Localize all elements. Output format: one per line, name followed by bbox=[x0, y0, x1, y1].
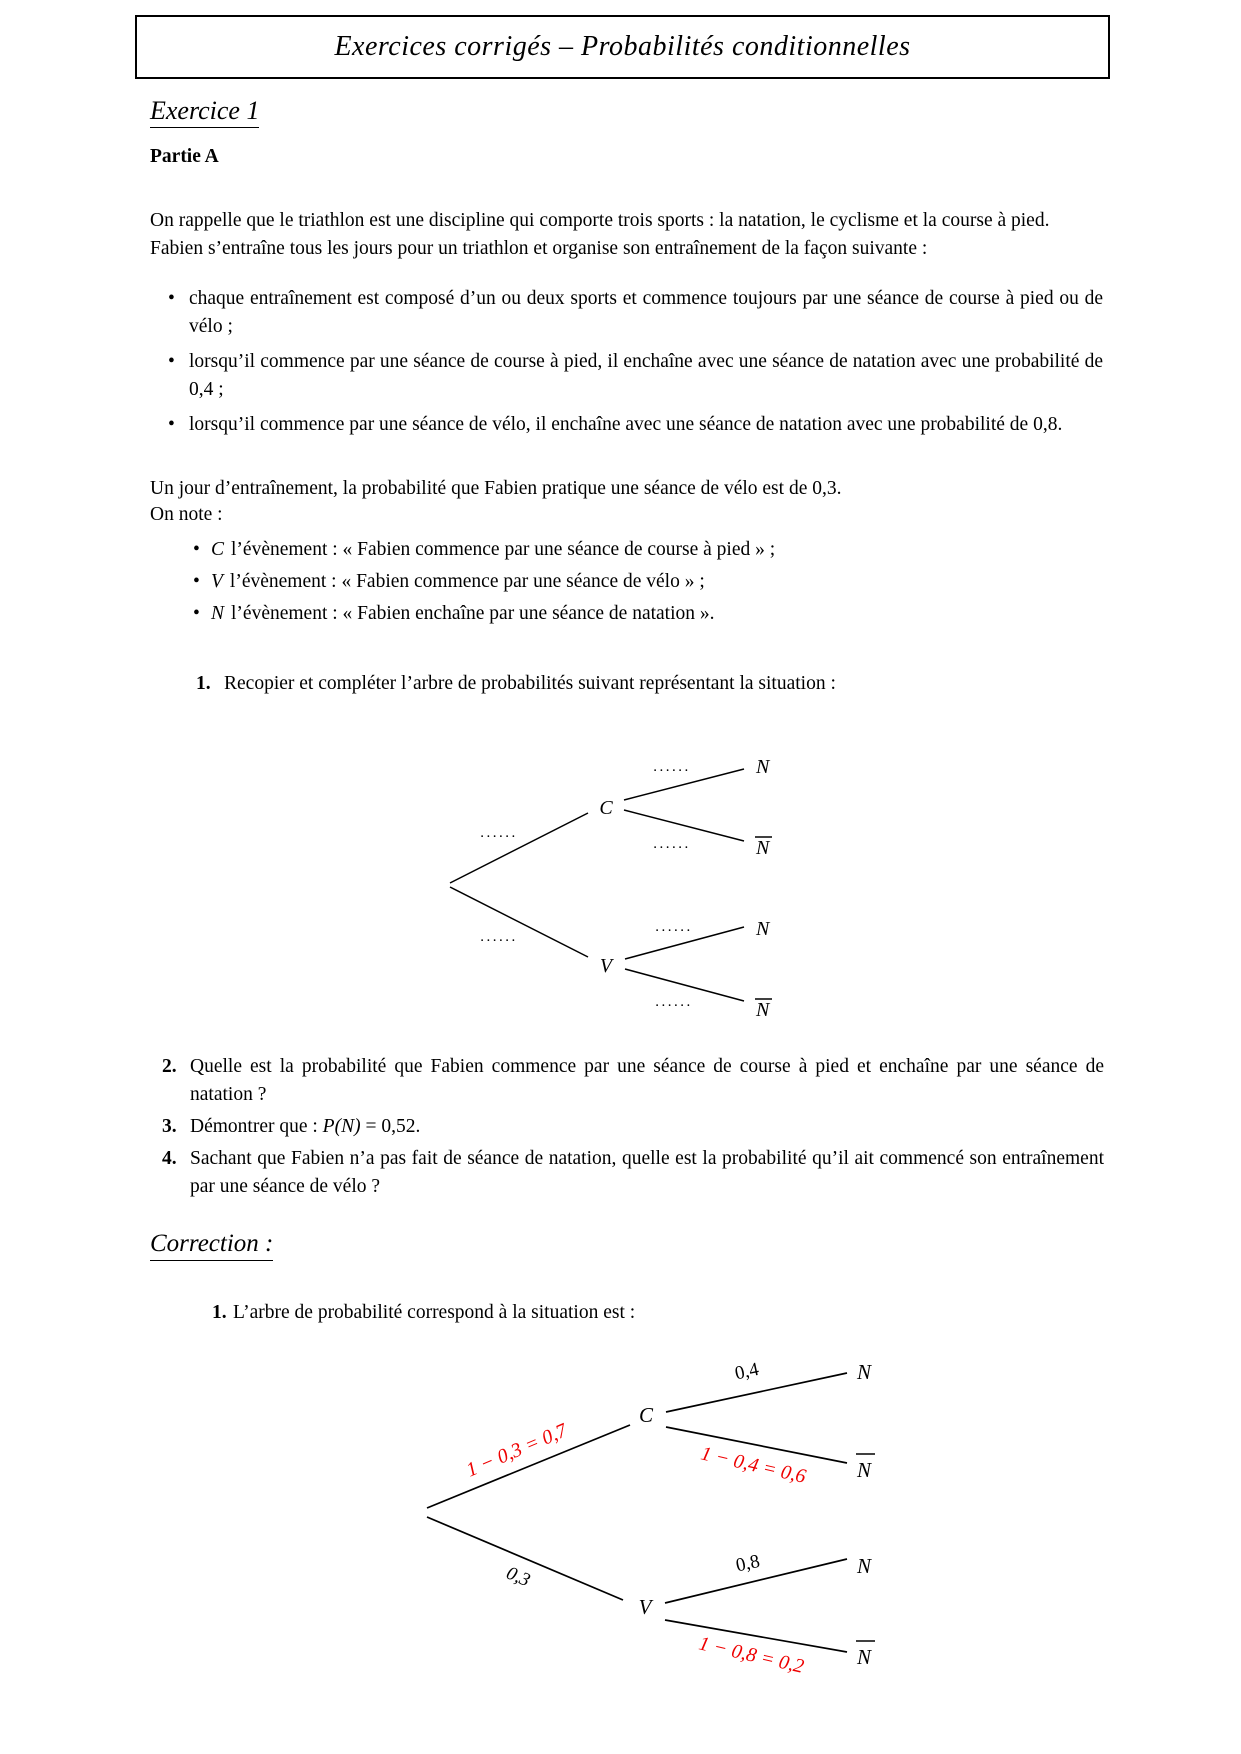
label-root-c: 1 − 0,3 = 0,7 bbox=[463, 1419, 571, 1482]
question-2 bbox=[162, 1053, 1104, 1108]
label-root-v: 0,3 bbox=[503, 1562, 534, 1592]
intro-sentence-1: On rappelle que le triathlon est une discipline qui comporte trois sports : la natation, le cyclisme et la course à pied. bbox=[150, 210, 1050, 231]
branch-root-to-c bbox=[450, 813, 588, 883]
leaf-nbar-2: N bbox=[756, 999, 770, 1021]
leaf-n-2: N bbox=[857, 1554, 872, 1578]
leaf-nbar-1: N bbox=[756, 837, 770, 859]
rule-text: lorsqu’il commence par une séance de course à pied, il enchaîne avec une séance de natation avec une probabilité de 0,4 ; bbox=[189, 351, 1103, 400]
intro-sentence-2: Fabien s’entraîne tous les jours pour un triathlon et organise son entraînement de la façon suivante : bbox=[150, 237, 928, 259]
velo-line: Un jour d’entraînement, la probabilité que Fabien pratique une séance de vélo est de 0,3. bbox=[150, 478, 842, 499]
question-3-math: P(N) bbox=[322, 1116, 361, 1137]
node-v: V bbox=[638, 1595, 652, 1619]
rule-text: lorsqu’il commence par une séance de vélo, il enchaîne avec une séance de natation avec une probabilité de 0,8. bbox=[189, 414, 1063, 435]
event-symbol: V bbox=[211, 571, 223, 592]
note-line: On note : bbox=[150, 504, 223, 525]
title-box bbox=[135, 15, 1110, 79]
velo-note-paragraph bbox=[150, 476, 1103, 528]
question-number: 1. bbox=[196, 673, 211, 694]
event-text: l’évènement : « Fabien commence par une séance de vélo » ; bbox=[229, 571, 705, 592]
tree-nodes bbox=[599, 756, 772, 1021]
event-text: l’évènement : « Fabien enchaîne par une séance de natation ». bbox=[231, 603, 715, 624]
question-3 bbox=[162, 1113, 1104, 1141]
tree-branch-placeholders bbox=[480, 759, 693, 1010]
document-title: Exercices corrigés – Probabilités conditionnelles bbox=[334, 31, 911, 63]
event-symbol: C bbox=[211, 539, 225, 560]
label-c-nbar: 1 − 0,4 = 0,6 bbox=[698, 1442, 808, 1488]
label-v-n: 0,8 bbox=[734, 1550, 762, 1577]
node-c: C bbox=[599, 797, 613, 819]
probability-tree-blank bbox=[430, 745, 790, 1030]
question-number: 3. bbox=[162, 1116, 177, 1137]
event-text: l’évènement : « Fabien commence par une séance de course à pied » ; bbox=[231, 539, 776, 560]
question-3-prefix: Démontrer que : bbox=[190, 1116, 323, 1137]
leaf-n-1: N bbox=[756, 756, 770, 778]
label-c-n: 0,4 bbox=[733, 1358, 761, 1385]
placeholder-c-nbar: ...... bbox=[653, 836, 691, 852]
events-list bbox=[193, 536, 1105, 632]
rule-item bbox=[168, 348, 1103, 403]
question-1 bbox=[196, 670, 1104, 698]
correction-item-1 bbox=[212, 1299, 1104, 1327]
placeholder-root-c: ...... bbox=[480, 825, 518, 841]
event-item bbox=[193, 536, 1105, 564]
event-symbol: N bbox=[211, 603, 225, 624]
correction-heading: Correction : bbox=[150, 1229, 273, 1261]
placeholder-v-n: ...... bbox=[655, 919, 693, 935]
leaf-n-2: N bbox=[756, 918, 770, 940]
question-number: 4. bbox=[162, 1148, 177, 1169]
question-3-suffix: = 0,52. bbox=[360, 1116, 421, 1137]
leaf-nbar-2: N bbox=[857, 1645, 872, 1669]
question-text: Recopier et compléter l’arbre de probabilités suivant représentant la situation : bbox=[224, 673, 836, 694]
rule-item bbox=[168, 411, 1103, 439]
question-4 bbox=[162, 1145, 1104, 1200]
node-v: V bbox=[599, 955, 613, 977]
correction-item-number: 1. bbox=[212, 1302, 227, 1323]
question-text: Quelle est la probabilité que Fabien commence par une séance de course à pied et enchaîne par une séance de natation ? bbox=[190, 1056, 1104, 1105]
event-item bbox=[193, 600, 1105, 628]
question-text bbox=[190, 1113, 1104, 1141]
part-heading: Partie A bbox=[150, 146, 219, 167]
placeholder-c-n: ...... bbox=[653, 759, 691, 775]
tree-branches bbox=[427, 1373, 847, 1652]
question-text: Sachant que Fabien n’a pas fait de séance de natation, quelle est la probabilité qu’il ait commencé son entraînement par une séance de vélo ? bbox=[190, 1148, 1104, 1197]
leaf-nbar-1: N bbox=[857, 1458, 872, 1482]
label-v-nbar: 1 − 0,8 = 0,2 bbox=[696, 1632, 806, 1678]
placeholder-v-nbar: ...... bbox=[655, 994, 693, 1010]
tree-branches bbox=[450, 769, 744, 1001]
tree-nodes bbox=[639, 1360, 875, 1669]
rule-text: chaque entraînement est composé d’un ou deux sports et commence toujours par une séance de course à pied ou de vélo ; bbox=[189, 288, 1103, 337]
branch-root-to-v bbox=[450, 887, 588, 957]
probability-tree-solution bbox=[410, 1350, 890, 1685]
event-item bbox=[193, 568, 1105, 596]
intro-paragraph bbox=[150, 207, 1103, 262]
rule-item bbox=[168, 285, 1103, 340]
question-number: 2. bbox=[162, 1056, 177, 1077]
node-c: C bbox=[638, 1403, 654, 1427]
placeholder-root-v: ...... bbox=[480, 929, 518, 945]
leaf-n-1: N bbox=[857, 1360, 872, 1384]
correction-item-text: L’arbre de probabilité correspond à la situation est : bbox=[233, 1302, 636, 1323]
exercise-heading: Exercice 1 bbox=[150, 97, 259, 128]
rules-list bbox=[168, 285, 1103, 447]
tree-branch-labels bbox=[463, 1359, 808, 1678]
